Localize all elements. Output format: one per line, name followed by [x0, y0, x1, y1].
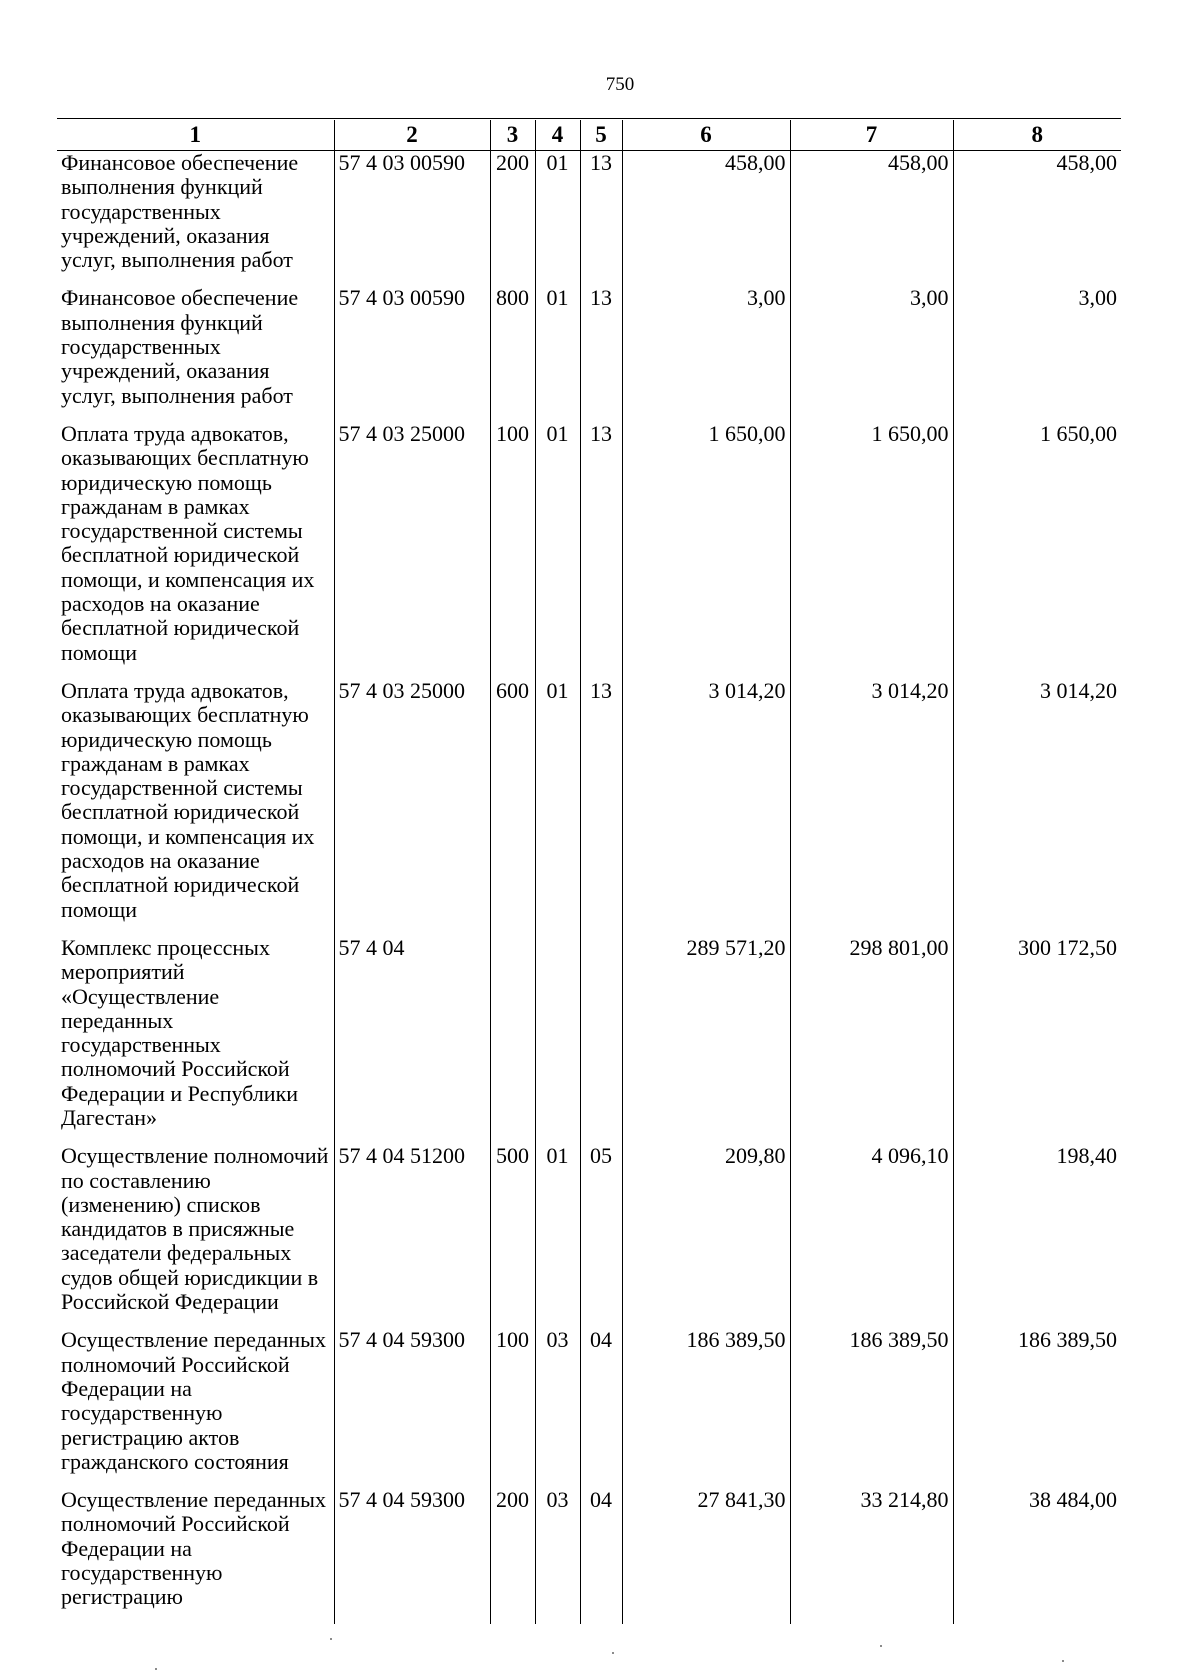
subsection-cell: 04 — [580, 1328, 622, 1488]
target-code-cell: 57 4 03 25000 — [334, 679, 490, 936]
scan-speck — [612, 1652, 614, 1654]
expense-type-cell: 600 — [490, 679, 535, 936]
amount-col7-cell: 3,00 — [790, 286, 953, 421]
target-code-cell: 57 4 03 00590 — [334, 151, 490, 287]
amount-col6-cell: 186 389,50 — [622, 1328, 790, 1488]
table-header — [57, 120, 1121, 151]
amount-col7-cell: 1 650,00 — [790, 422, 953, 679]
column-header-1: 1 — [57, 120, 334, 151]
row-name-cell: Финансовое обеспечение выполнения функций государственных учреждений, оказания услуг, выполнения работ — [57, 151, 334, 287]
expense-type-cell: 100 — [490, 1328, 535, 1488]
subsection-cell — [580, 936, 622, 1144]
subsection-cell: 05 — [580, 1144, 622, 1328]
row-name-cell: Осуществление переданных полномочий Российской Федерации на государственную регистрацию — [57, 1488, 334, 1623]
target-code-cell: 57 4 03 00590 — [334, 286, 490, 421]
row-name-cell: Осуществление переданных полномочий Российской Федерации на государственную регистрацию актов гражданского состояния — [57, 1328, 334, 1488]
amount-col8-cell: 3 014,20 — [1040, 677, 1117, 703]
scan-speck — [880, 1645, 882, 1647]
target-code-cell: 57 4 04 51200 — [334, 1144, 490, 1328]
section-cell: 01 — [535, 1144, 580, 1328]
section-cell — [535, 936, 580, 1144]
amount-col6-cell: 3 014,20 — [622, 679, 790, 936]
page-number: 750 — [605, 74, 635, 95]
amount-col7-cell: 298 801,00 — [790, 936, 953, 1144]
target-code-cell: 57 4 04 — [334, 936, 490, 1144]
table-row — [57, 1144, 1121, 1328]
expense-type-cell: 200 — [490, 151, 535, 287]
amount-col8-cell: 186 389,50 — [1018, 1327, 1117, 1353]
scan-speck — [1062, 1660, 1064, 1662]
row-name-cell: Осуществление полномочий по составлению (изменению) списков кандидатов в присяжные заседатели федеральных судов общей юрисдикции в Российской Федерации — [57, 1144, 334, 1328]
subsection-cell: 13 — [580, 679, 622, 936]
expense-type-cell — [490, 936, 535, 1144]
column-header-8: 8 — [953, 120, 1121, 151]
section-cell: 03 — [535, 1328, 580, 1488]
target-code-cell: 57 4 04 59300 — [334, 1328, 490, 1488]
column-header-6: 6 — [622, 120, 790, 151]
table-body — [57, 151, 1121, 1624]
column-header-2: 2 — [334, 120, 490, 151]
table-row — [57, 1328, 1121, 1488]
section-cell: 01 — [535, 422, 580, 679]
expense-type-cell: 200 — [490, 1488, 535, 1623]
header-row — [57, 120, 1121, 151]
amount-col6-cell: 3,00 — [622, 286, 790, 421]
section-cell: 03 — [535, 1488, 580, 1623]
budget-table — [57, 120, 1121, 1624]
column-header-5: 5 — [580, 120, 622, 151]
amount-col8-cell: 198,40 — [1056, 1143, 1117, 1169]
expense-type-cell: 800 — [490, 286, 535, 421]
column-header-7: 7 — [790, 120, 953, 151]
subsection-cell: 13 — [580, 151, 622, 287]
amount-col7-cell: 33 214,80 — [790, 1488, 953, 1623]
amount-col8-cell: 300 172,50 — [1018, 934, 1117, 960]
amount-col8-cell: 38 484,00 — [1029, 1487, 1117, 1513]
table-row — [57, 1488, 1121, 1623]
expense-type-cell: 500 — [490, 1144, 535, 1328]
amount-col6-cell: 289 571,20 — [622, 936, 790, 1144]
row-name-cell: Оплата труда адвокатов, оказывающих бесплатную юридическую помощь гражданам в рамках государственной системы бесплатной юридической помощи, и компенсация их расходов на оказание бесплатной юридической помощи — [57, 422, 334, 679]
subsection-cell: 04 — [580, 1488, 622, 1623]
section-cell: 01 — [535, 151, 580, 287]
subsection-cell: 13 — [580, 422, 622, 679]
top-rule — [57, 118, 1121, 119]
table-row — [57, 936, 1121, 1144]
column-header-4: 4 — [535, 120, 580, 151]
section-cell: 01 — [535, 679, 580, 936]
expense-type-cell: 100 — [490, 422, 535, 679]
amount-col7-cell: 186 389,50 — [790, 1328, 953, 1488]
row-name-cell: Финансовое обеспечение выполнения функций государственных учреждений, оказания услуг, выполнения работ — [57, 286, 334, 421]
amount-col6-cell: 1 650,00 — [622, 422, 790, 679]
subsection-cell: 13 — [580, 286, 622, 421]
row-name-cell: Оплата труда адвокатов, оказывающих бесплатную юридическую помощь гражданам в рамках государственной системы бесплатной юридической помощи, и компенсация их расходов на оказание бесплатной юридической помощи — [57, 679, 334, 936]
column-header-3: 3 — [490, 120, 535, 151]
amount-col7-cell: 458,00 — [790, 151, 953, 287]
amount-col6-cell: 458,00 — [622, 151, 790, 287]
amount-col6-cell: 27 841,30 — [622, 1488, 790, 1623]
scan-speck — [155, 1668, 157, 1670]
table-row — [57, 422, 1121, 679]
amount-col8-cell: 3,00 — [1078, 285, 1117, 311]
table-row — [57, 286, 1121, 421]
amount-col8-cell: 458,00 — [1056, 150, 1117, 175]
section-cell: 01 — [535, 286, 580, 421]
scan-speck — [330, 1638, 332, 1640]
amount-col7-cell: 4 096,10 — [790, 1144, 953, 1328]
table-row — [57, 151, 1121, 287]
amount-col6-cell: 209,80 — [622, 1144, 790, 1328]
target-code-cell: 57 4 04 59300 — [334, 1488, 490, 1623]
row-name-cell: Комплекс процессных мероприятий «Осуществление переданных государственных полномочий Российской Федерации и Республики Дагестан» — [57, 936, 334, 1144]
target-code-cell: 57 4 03 25000 — [334, 422, 490, 679]
amount-col7-cell: 3 014,20 — [790, 679, 953, 936]
table-row — [57, 679, 1121, 936]
amount-col8-cell: 1 650,00 — [1040, 420, 1117, 446]
